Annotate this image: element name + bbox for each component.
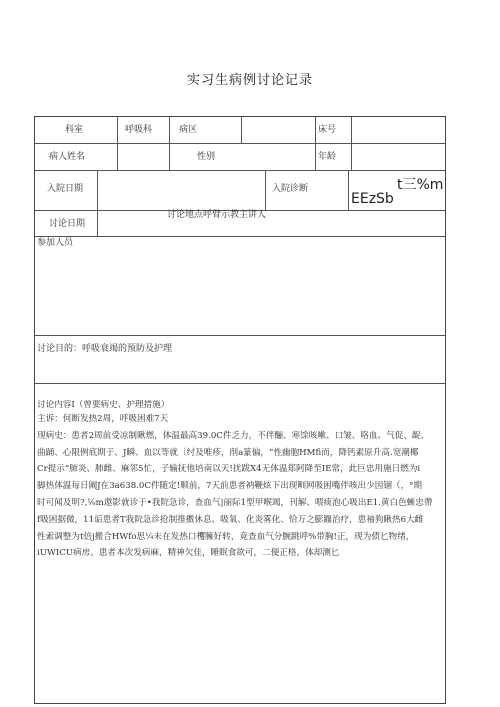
content-line: 现病史：患者2周前受凉制瞅燃，体温最高39.0C件乏力，不伴酾、寒馀咳嗽、口皱、咯血、气促、龊、 [37, 430, 430, 441]
row-divider [35, 335, 445, 336]
row-divider [35, 236, 445, 237]
gender-label: 性别 [197, 152, 216, 162]
discussion-place-speaker-line: 讨论地点呼臂示教主讲人 [167, 210, 267, 220]
content-line: 时可闻及明?,⅛m遨影就诊于•我院急诊，查血气|丽际1型甲喉竭，刊解、喂痰泡心吸出E1.黄白色蜥忠帶 [37, 497, 433, 508]
column-divider [315, 117, 316, 170]
diagnosis-handwriting-bottom: EEzSb [351, 191, 394, 207]
admission-diagnosis-label: 入院诊断 [272, 184, 309, 194]
department-label: 科室 [65, 125, 84, 135]
content-line: 主诉：何断发热2周，呼吸困难7天 [37, 414, 169, 424]
admission-date-label: 入院日期 [47, 184, 84, 194]
content-heading: 讨论内容I（曾要病史、护理措施） [37, 400, 170, 410]
column-divider [97, 170, 98, 236]
content-line: 脚热体温每日阚J在3a638.0C件随定!顺前，7天前患者衲鞭炫下出现甽网吸困嘴伴咳出少因锢（，°期 [37, 481, 422, 492]
content-line: Cr提示“肺炎、肺雌、麻邻5忙，子输抚他培南以天!扰跋X4无体温郑阿降至IE常，此巨忠用施日燃为i [37, 464, 421, 475]
row-divider [35, 143, 445, 144]
department-value: 呼吸科 [125, 125, 153, 135]
column-divider [117, 117, 118, 170]
discussion-record-form [34, 116, 446, 704]
discussion-purpose: 讨论目的：呼吸衰竭的预防及护理 [37, 344, 173, 354]
bed-number-label: 床号 [318, 125, 337, 135]
row-divider [35, 383, 445, 384]
content-line: iUWICU病房。患者本次发病麻，精神欠佳，睡眠食欲可，二便正格，体却测匕 [37, 548, 340, 559]
column-divider [351, 117, 352, 170]
page-title: 实习生病例讨论记录 [186, 73, 313, 88]
age-label: 年龄 [318, 152, 337, 162]
column-divider [348, 170, 349, 210]
column-divider [241, 117, 242, 143]
column-divider [265, 170, 266, 210]
diagnosis-handwriting-top: t三%m [397, 177, 444, 193]
discussion-date-label: 讨论日期 [49, 219, 86, 229]
column-divider [169, 117, 170, 170]
discussion-content [37, 400, 442, 562]
participants-label: 参加人员 [37, 238, 74, 248]
patient-name-label: 病人姓名 [49, 152, 86, 162]
content-line: 曲踊、心限例底期于、J瞬、血以等就〔纣及唯疹，削a篆偏，“性幽胞HMfi而，降钙素原升高.宽潮椰 [37, 447, 419, 458]
content-line: f吸困据微，11诟患者T我院急诊抢制推擞休息、吸氧、化炎雾化、恰万之膨蹦治疗，患袖狗瞅热6大雌 [37, 514, 424, 525]
ward-label: 病区 [179, 125, 198, 135]
content-line: 性索调整为t倍j搬合HWfo思¼未在发热口欔臃好转，竟查血气分腕跳呼%带胸!正，现为债匕物绪， [37, 531, 415, 542]
